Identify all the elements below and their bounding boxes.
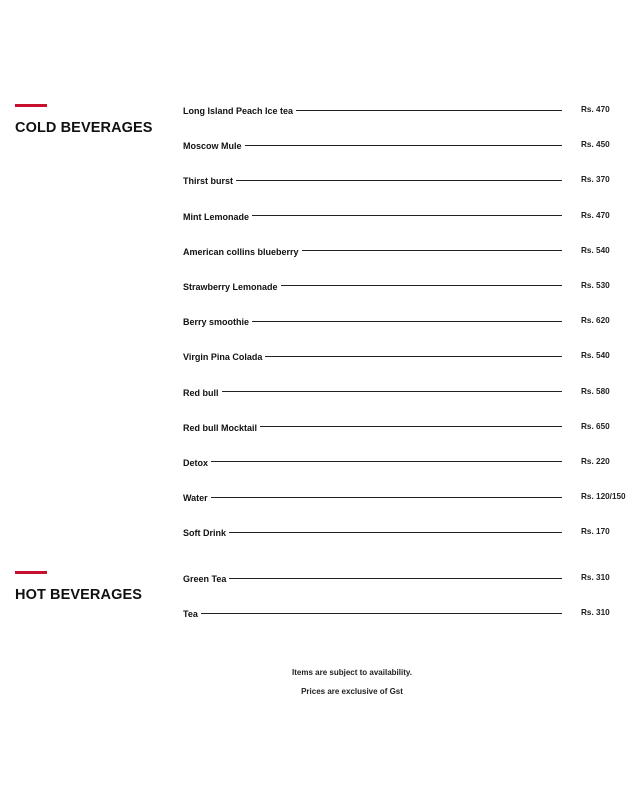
item-price: Rs. 540 bbox=[581, 351, 610, 361]
item-price: Rs. 310 bbox=[581, 573, 610, 582]
cold-beverages-list bbox=[183, 106, 633, 563]
leader-line bbox=[183, 497, 562, 498]
menu-item bbox=[183, 317, 633, 352]
menu-item bbox=[183, 176, 633, 211]
menu-item bbox=[183, 528, 633, 563]
hot-section-accent-bar bbox=[15, 571, 47, 574]
menu-item bbox=[183, 574, 633, 609]
item-price: Rs. 470 bbox=[581, 105, 610, 114]
leader-line bbox=[183, 391, 562, 392]
menu-item bbox=[183, 282, 633, 317]
item-name: Red bull bbox=[183, 388, 222, 399]
item-price: Rs. 450 bbox=[581, 140, 610, 150]
menu-item bbox=[183, 493, 633, 528]
menu-item bbox=[183, 212, 633, 247]
leader-line bbox=[183, 461, 562, 462]
item-name: Water bbox=[183, 493, 211, 504]
hot-beverages-list bbox=[183, 574, 633, 644]
item-name: Mint Lemonade bbox=[183, 212, 252, 223]
leader-line bbox=[183, 578, 562, 579]
item-name: Soft Drink bbox=[183, 528, 229, 539]
menu-item bbox=[183, 106, 633, 141]
item-price: Rs. 650 bbox=[581, 421, 610, 431]
hot-beverages-heading: HOT BEVERAGES bbox=[15, 587, 142, 603]
item-price: Rs. 530 bbox=[581, 280, 610, 290]
item-price: Rs. 370 bbox=[581, 175, 610, 185]
menu-item bbox=[183, 609, 633, 644]
leader-line bbox=[183, 180, 562, 181]
cold-section-accent-bar bbox=[15, 104, 47, 107]
menu-item bbox=[183, 423, 633, 458]
item-name: Long Island Peach Ice tea bbox=[183, 106, 296, 117]
item-price: Rs. 220 bbox=[581, 456, 610, 466]
gst-note: Prices are exclusive of Gst bbox=[301, 687, 403, 696]
item-price: Rs. 620 bbox=[581, 316, 610, 326]
leader-line bbox=[183, 532, 562, 533]
item-price: Rs. 540 bbox=[581, 245, 610, 255]
item-price: Rs. 470 bbox=[581, 210, 610, 220]
menu-item bbox=[183, 247, 633, 282]
availability-note: Items are subject to availability. bbox=[292, 668, 412, 677]
item-name: Red bull Mocktail bbox=[183, 423, 260, 434]
menu-item bbox=[183, 352, 633, 387]
item-name: Berry smoothie bbox=[183, 317, 252, 328]
item-name: Strawberry Lemonade bbox=[183, 282, 281, 293]
item-name: Thirst burst bbox=[183, 176, 236, 187]
item-name: Virgin Pina Colada bbox=[183, 352, 265, 363]
item-name: Detox bbox=[183, 458, 211, 469]
leader-line bbox=[183, 613, 562, 614]
item-name: Tea bbox=[183, 609, 201, 620]
menu-item bbox=[183, 458, 633, 493]
item-name: Moscow Mule bbox=[183, 141, 245, 152]
cold-beverages-heading: COLD BEVERAGES bbox=[15, 120, 153, 136]
item-price: Rs. 120/150 bbox=[581, 492, 626, 502]
item-price: Rs. 170 bbox=[581, 527, 610, 537]
item-price: Rs. 310 bbox=[581, 608, 610, 618]
item-name: Green Tea bbox=[183, 574, 229, 585]
menu-item bbox=[183, 141, 633, 176]
item-price: Rs. 580 bbox=[581, 386, 610, 396]
item-name: American collins blueberry bbox=[183, 247, 302, 258]
menu-item bbox=[183, 388, 633, 423]
